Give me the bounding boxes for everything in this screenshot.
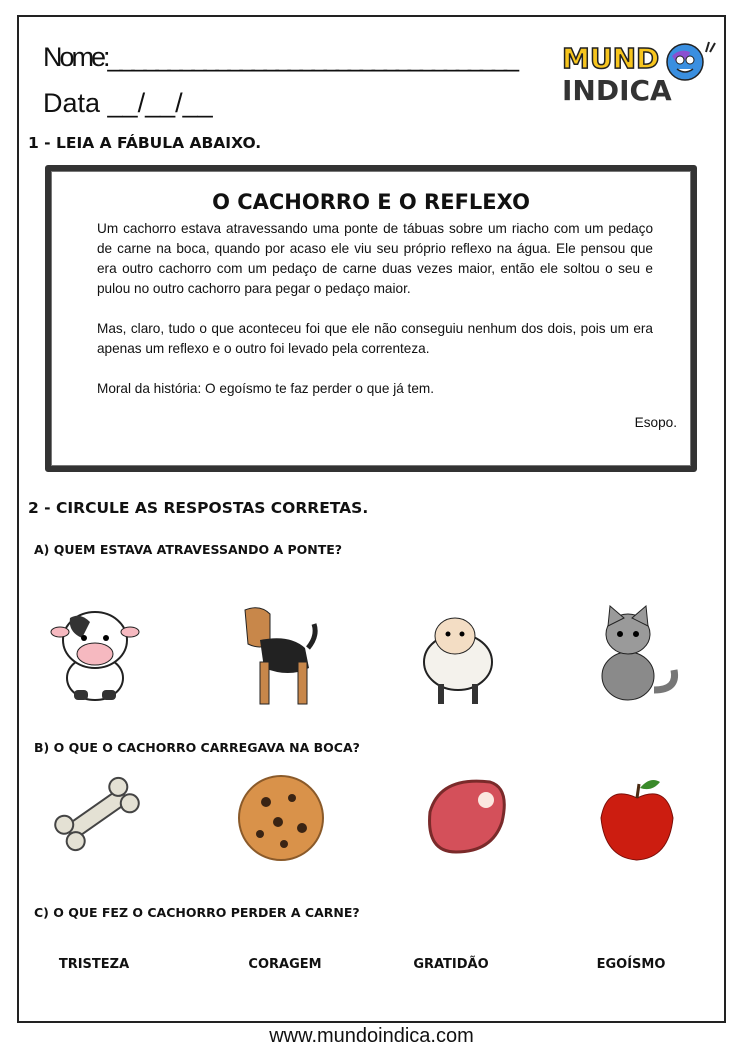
- answer-option-gratidao[interactable]: GRATIDÃO: [413, 957, 489, 972]
- fable-box: [45, 165, 697, 472]
- footer-url[interactable]: www.mundoindica.com: [269, 1025, 474, 1047]
- cow-icon[interactable]: [40, 598, 150, 708]
- fable-author: Esopo.: [634, 415, 677, 430]
- date-field[interactable]: Data __/__/__: [43, 88, 213, 118]
- answer-option-egoismo[interactable]: EGOÍSMO: [596, 957, 666, 972]
- apple-icon[interactable]: [582, 772, 692, 864]
- question-b: B) O QUE O CACHORRO CARREGAVA NA BOCA?: [34, 740, 360, 755]
- svg-text:INDICA: INDICA: [562, 74, 672, 104]
- fable-paragraph: Um cachorro estava atravessando uma ponte de tábuas sobre um riacho com um pedaço de carne na boca, quando por acaso ele viu seu próprio reflexo na água. Ele pensou que era outro cachorro com um pedaço de carne duas vezes maior, então ele soltou o seu e pulou no outro cachorro para pegar o pedaço maior.: [97, 221, 653, 296]
- dog-icon[interactable]: [220, 600, 330, 710]
- fable-paragraph: Mas, claro, tudo o que aconteceu foi que ele não conseguiu nenhum dos dois, pois um era apenas um reflexo e o outro foi levado pela correnteza.: [97, 321, 653, 356]
- section2-heading: 2 - CIRCULE AS RESPOSTAS CORRETAS.: [28, 499, 369, 517]
- answer-option-coragem[interactable]: CORAGEM: [248, 957, 322, 972]
- question-a: A) QUEM ESTAVA ATRAVESSANDO A PONTE?: [34, 542, 343, 557]
- fable-title: O CACHORRO E O REFLEXO: [212, 190, 530, 214]
- logo: [560, 38, 720, 104]
- fable-moral: Moral da história: O egoísmo te faz perder o que já tem.: [97, 381, 434, 396]
- svg-text:MUND: MUND: [562, 42, 660, 75]
- name-field[interactable]: Nome:__________________________________: [43, 42, 517, 72]
- question-c: C) O QUE FEZ O CACHORRO PERDER A CARNE?: [34, 905, 360, 920]
- cat-icon[interactable]: [578, 600, 688, 710]
- meat-icon[interactable]: [410, 772, 520, 864]
- sheep-icon[interactable]: [400, 600, 510, 710]
- cookie-icon[interactable]: [226, 772, 336, 864]
- section1-heading: 1 - LEIA A FÁBULA ABAIXO.: [28, 134, 262, 152]
- bone-icon[interactable]: [42, 768, 152, 860]
- answer-option-tristeza[interactable]: TRISTEZA: [58, 957, 130, 972]
